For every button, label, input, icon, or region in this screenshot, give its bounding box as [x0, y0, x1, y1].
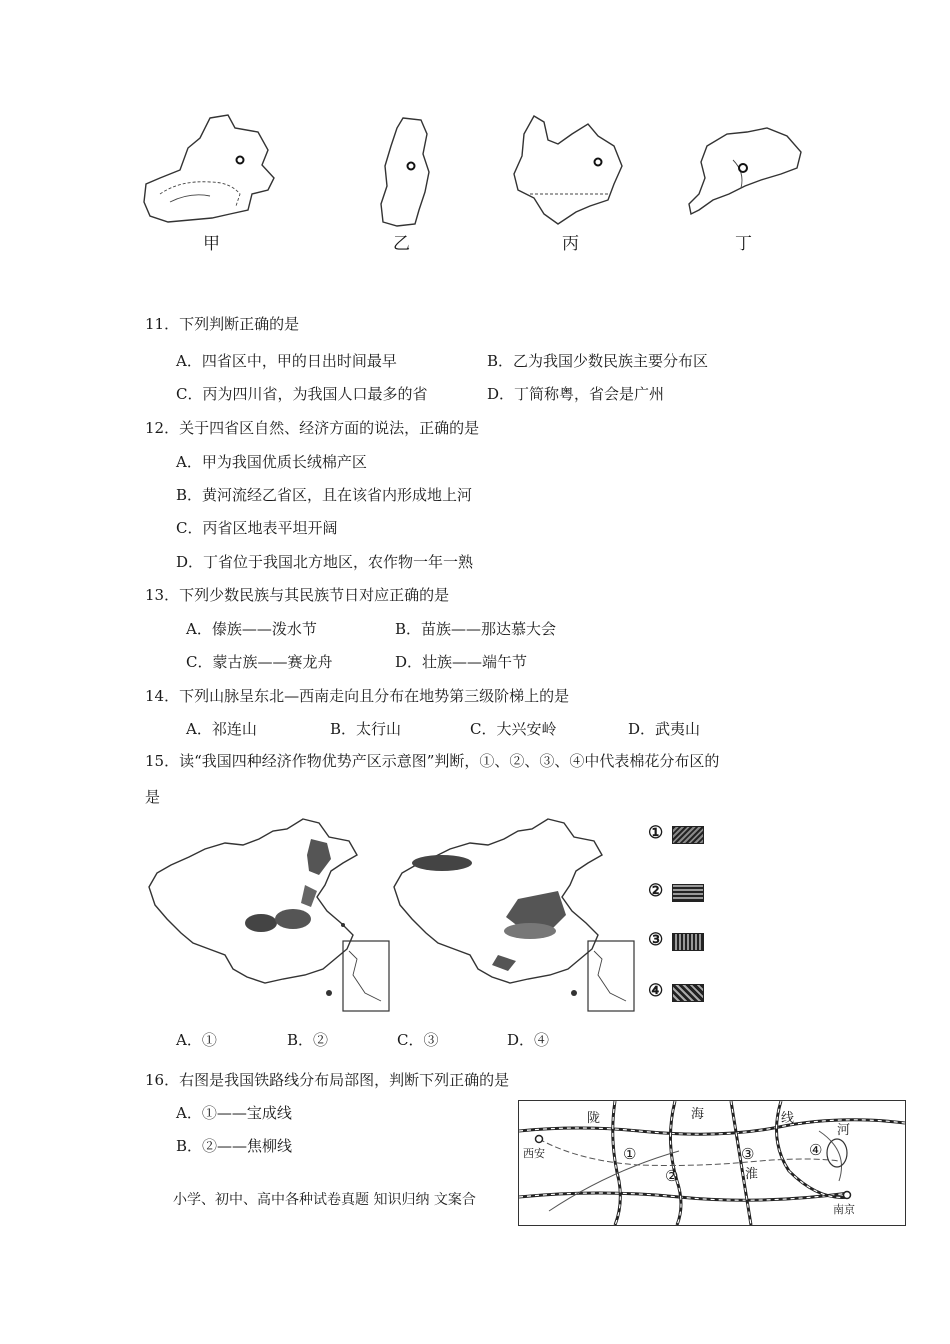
question-15-option-c: C．③ — [397, 1031, 439, 1049]
rail-label-xian-city: 西安 — [523, 1147, 545, 1160]
legend-number-1: ① — [648, 823, 664, 843]
legend-swatch-3 — [672, 933, 704, 951]
legend-swatch-2 — [672, 884, 704, 902]
rail-label-xian: 线 — [781, 1111, 795, 1126]
province-label-jia: 甲 — [203, 234, 220, 254]
legend-swatch-4 — [672, 984, 704, 1002]
legend-number-2: ② — [648, 881, 664, 901]
province-map-ding — [685, 122, 810, 222]
question-12-option-b: B．黄河流经乙省区，且在该省内形成地上河 — [176, 486, 473, 504]
question-11-option-b: B．乙为我国少数民族主要分布区 — [487, 352, 709, 370]
question-14-option-a: A．祁连山 — [186, 720, 257, 738]
question-12-option-a: A．甲为我国优质长绒棉产区 — [176, 453, 367, 471]
question-14-stem: 14．下列山脉呈东北—西南走向且分布在地势第三级阶梯上的是 — [145, 687, 570, 705]
question-15-stem: 15．读“我国四种经济作物优势产区示意图”判断，①、②、③、④中代表棉花分布区的 — [145, 752, 720, 770]
rail-label-2: ② — [665, 1167, 679, 1185]
question-15-stem-continued: 是 — [145, 788, 161, 806]
province-map-yi — [375, 112, 440, 232]
question-11-option-c: C．丙为四川省，为我国人口最多的省 — [176, 385, 428, 403]
question-12-option-d: D．丁省位于我国北方地区，农作物一年一熟 — [176, 553, 474, 571]
question-14-option-b: B．太行山 — [330, 720, 402, 738]
question-16-option-b: B．②——焦柳线 — [176, 1137, 293, 1155]
rail-label-nanjing: 南京 — [833, 1203, 855, 1216]
question-13-option-a: A．傣族——泼水节 — [186, 620, 317, 638]
province-label-ding: 丁 — [735, 234, 752, 254]
question-16-option-a: A．①——宝成线 — [176, 1104, 292, 1122]
rail-label-huai: 淮 — [745, 1167, 759, 1182]
rail-label-1: ① — [623, 1145, 637, 1163]
question-15-option-a: A．① — [176, 1031, 217, 1049]
province-map-jia — [140, 110, 280, 235]
province-map-bing — [510, 110, 630, 230]
legend-number-4: ④ — [648, 981, 664, 1001]
question-12-stem: 12．关于四省区自然、经济方面的说法，正确的是 — [145, 419, 480, 437]
question-15-option-b: B．② — [287, 1031, 329, 1049]
rail-label-4: ④ — [809, 1141, 823, 1159]
legend-swatch-1 — [672, 826, 704, 844]
rail-label-long: 陇 — [587, 1111, 601, 1126]
question-15-option-d: D．④ — [507, 1031, 550, 1049]
question-11-stem: 11．下列判断正确的是 — [145, 315, 300, 333]
question-14-option-c: C．大兴安岭 — [470, 720, 557, 738]
question-16-stem: 16．右图是我国铁路线分布局部图，判断下列正确的是 — [145, 1071, 510, 1089]
legend-number-3: ③ — [648, 930, 664, 950]
question-13-option-b: B．苗族——那达慕大会 — [395, 620, 557, 638]
rail-label-3: ③ — [741, 1145, 755, 1163]
crop-legend — [648, 823, 718, 1003]
question-13-stem: 13．下列少数民族与其民族节日对应正确的是 — [145, 586, 450, 604]
question-13-option-d: D．壮族——端午节 — [395, 653, 528, 671]
question-13-option-c: C．蒙古族——赛龙舟 — [186, 653, 333, 671]
province-label-yi: 乙 — [393, 234, 410, 254]
rail-label-he: 河 — [837, 1123, 851, 1138]
question-11-option-d: D．丁简称粤，省会是广州 — [487, 385, 665, 403]
china-crop-map-left — [143, 815, 383, 1015]
question-12-option-c: C．丙省区地表平坦开阔 — [176, 519, 338, 537]
province-label-bing: 丙 — [562, 234, 579, 254]
question-11-option-a: A．四省区中，甲的日出时间最早 — [176, 352, 397, 370]
question-14-option-d: D．武夷山 — [628, 720, 701, 738]
railway-map — [518, 1100, 906, 1226]
footer-text: 小学、初中、高中各种试卷真题 知识归纳 文案合 — [173, 1192, 476, 1208]
china-crop-map-right — [388, 815, 638, 1015]
rail-label-hai: 海 — [691, 1107, 705, 1122]
